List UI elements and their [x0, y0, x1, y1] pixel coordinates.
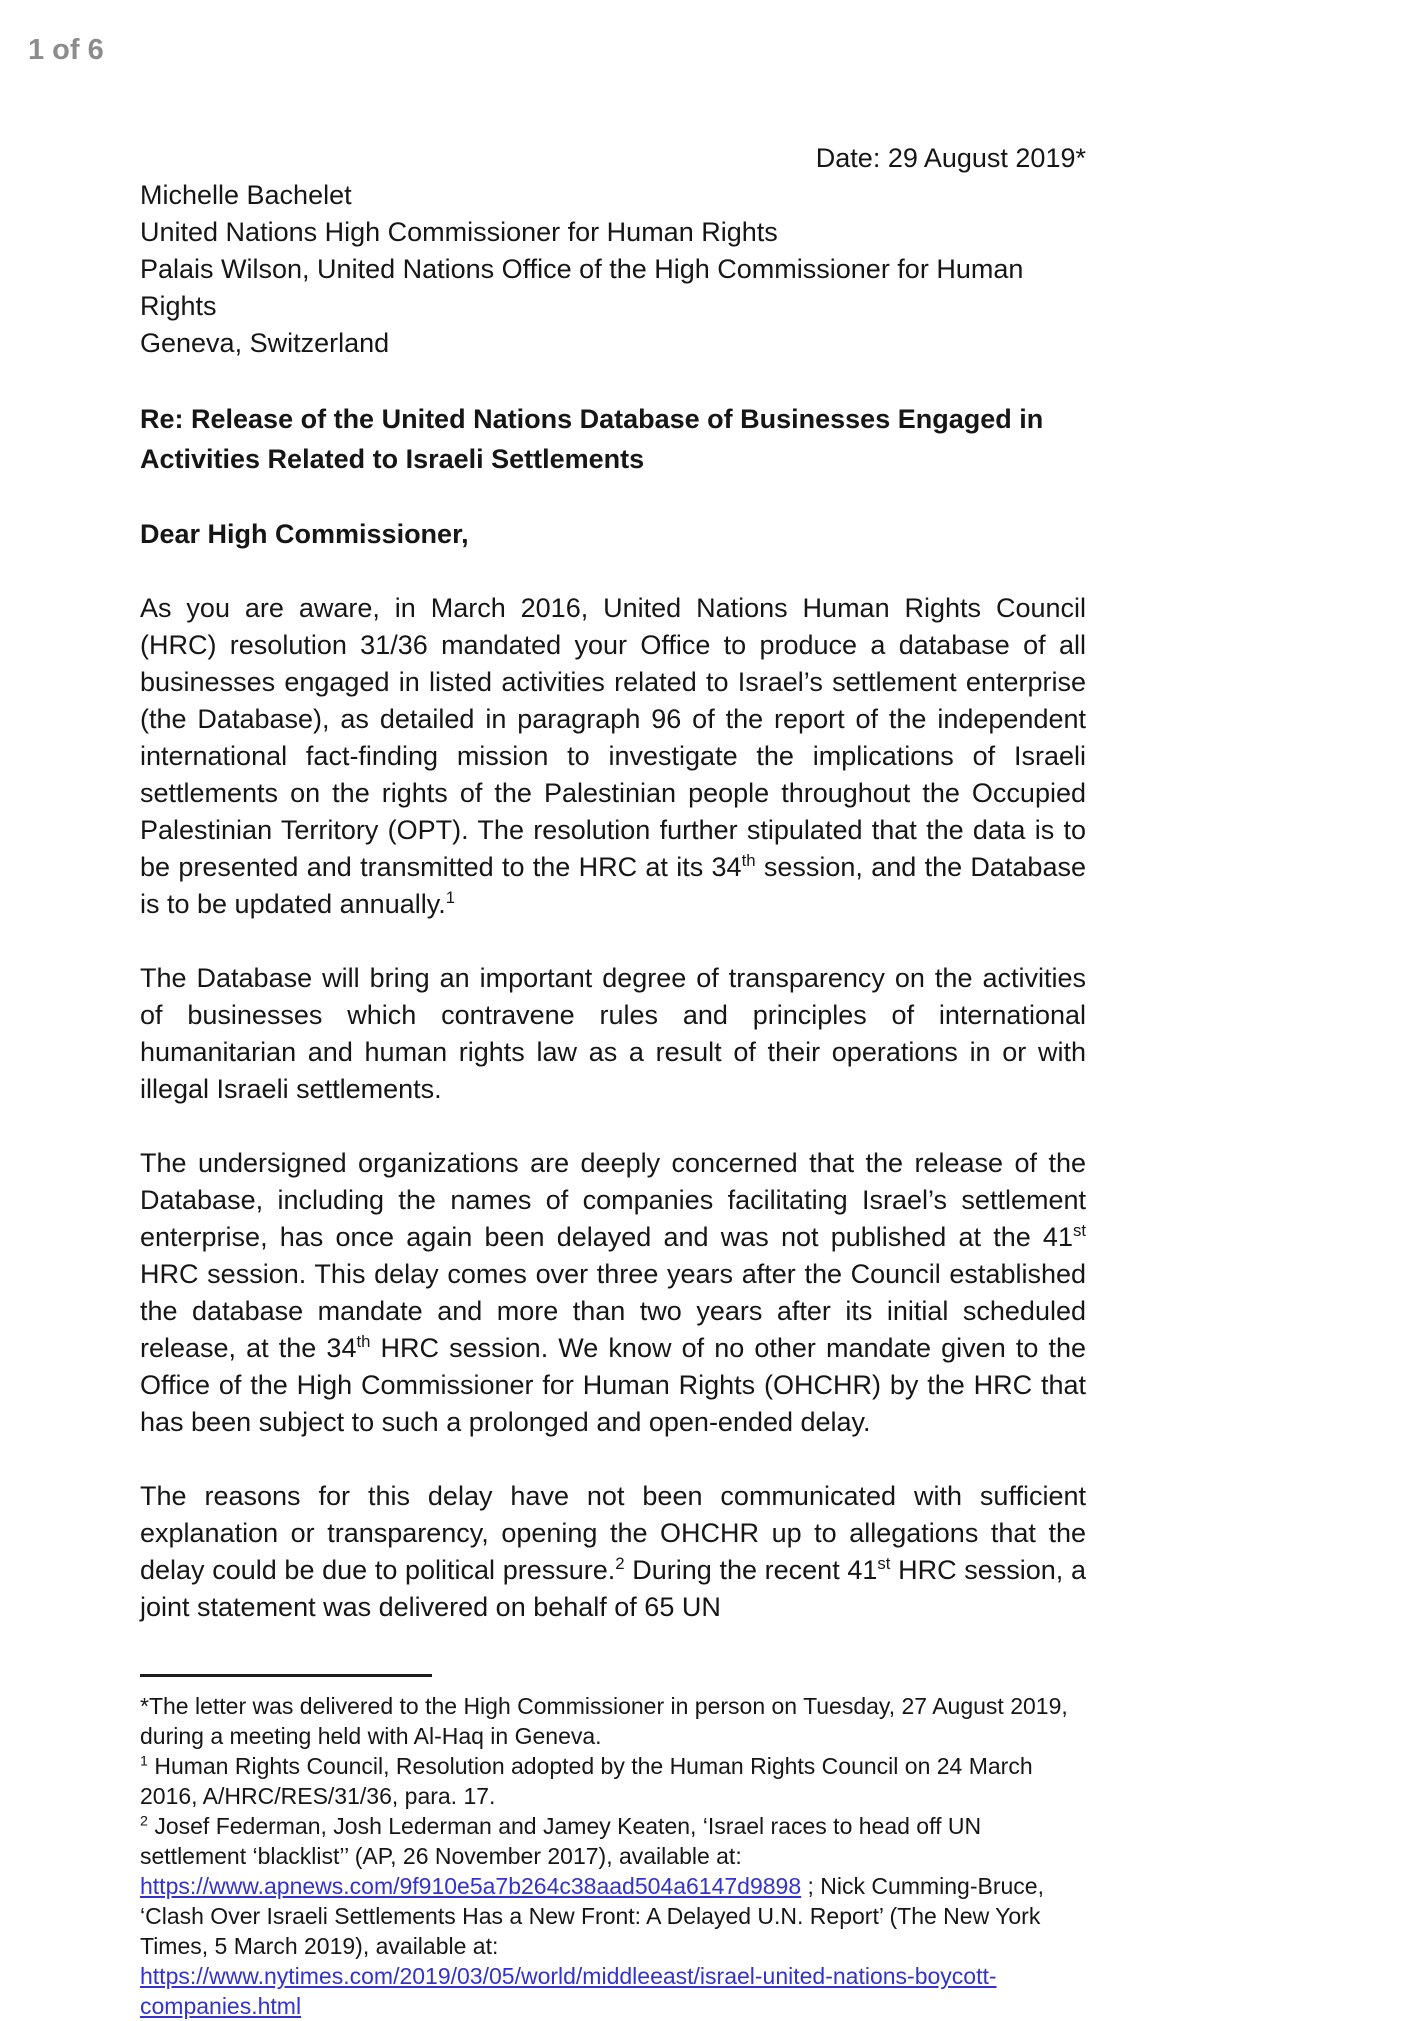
superscript-reference: 2 — [140, 1813, 148, 1830]
text-segment: The undersigned organizations are deeply concerned that the release of the Database, including the names of companies facilitating Israel’s settlement enterprise, has once again been delayed and was not published at the 41 — [140, 1148, 1086, 1252]
letter-content — [140, 140, 1086, 2021]
text-segment: *The letter was delivered to the High Commissioner in person on Tuesday, 27 August 2019, during a meeting held with Al-Haq in Geneva. — [140, 1693, 1068, 1749]
text-segment: The Database will bring an important degree of transparency on the activities of businesses which contravene rules and principles of international humanitarian and human rights law as a result of their operations in or with illegal Israeli settlements. — [140, 963, 1086, 1104]
footnote-1 — [140, 1751, 1086, 1811]
text-segment: Josef Federman, Josh Lederman and Jamey Keaten, ‘Israel races to head off UN settlement ‘blacklist’’ (AP, 26 November 2017), available at: — [140, 1813, 982, 1869]
text-segment: Human Rights Council, Resolution adopted by the Human Rights Council on 24 March 2016, A/HRC/RES/31/36, para. 17. — [140, 1753, 1033, 1809]
text-segment: HRC session, a joint statement was delivered on behalf of 65 UN — [140, 1555, 1086, 1622]
recipient-name: Michelle Bachelet — [140, 180, 352, 210]
footnote-2 — [140, 1811, 1086, 2021]
superscript-reference: 1 — [445, 888, 456, 907]
superscript-reference: 2 — [615, 1554, 625, 1573]
body-paragraph-1 — [140, 590, 1086, 923]
text-segment: During the recent 41 — [624, 1555, 878, 1585]
body-paragraph-3 — [140, 1145, 1086, 1441]
text-segment: HRC session. We know of no other mandate given to the Office of the High Commissioner for Human Rights (OHCHR) by the HRC that has been subject to such a prolonged and open-ended delay. — [140, 1333, 1086, 1437]
text-segment: session, and the Database is to be updated annually. — [140, 852, 1086, 919]
footnote-hyperlink[interactable]: https://www.apnews.com/9f910e5a7b264c38aad504a6147d9898 — [140, 1873, 802, 1899]
body-paragraph-4 — [140, 1478, 1086, 1626]
recipient-office: Palais Wilson, United Nations Office of the High Commissioner for Human Rights — [140, 254, 1024, 321]
recipient-city: Geneva, Switzerland — [140, 328, 390, 358]
footnotes-section — [140, 1691, 1086, 2021]
salutation: Dear High Commissioner, — [140, 519, 469, 549]
superscript-reference: th — [741, 851, 756, 870]
superscript-reference: 1 — [140, 1753, 148, 1770]
recipient-address — [140, 177, 1086, 362]
text-segment: HRC session. This delay comes over three years after the Council established the database mandate and more than two years after its initial scheduled release, at the 34 — [140, 1259, 1086, 1363]
superscript-reference: st — [877, 1554, 891, 1573]
superscript-reference: st — [1072, 1221, 1086, 1240]
superscript-reference: th — [356, 1332, 371, 1351]
footnote-asterisk — [140, 1691, 1086, 1751]
page-indicator: 1 of 6 — [28, 34, 104, 66]
text-segment: The reasons for this delay have not been communicated with sufficient explanation or transparency, opening the OHCHR up to allegations that the delay could be due to political pressure. — [140, 1481, 1086, 1585]
subject-line: Re: Release of the United Nations Database of Businesses Engaged in Activities Related to Israeli Settlements — [140, 404, 1044, 474]
footnote-hyperlink[interactable]: https://www.nytimes.com/2019/03/05/world/middleeast/israel-united-nations-boycott-companies.html — [140, 1963, 997, 2019]
text-segment: As you are aware, in March 2016, United Nations Human Rights Council (HRC) resolution 31/36 mandated your Office to produce a database of all businesses engaged in listed activities related to Israel’s settlement enterprise (the Database), as detailed in paragraph 96 of the report of the independent international fact-finding mission to investigate the implications of Israeli settlements on the rights of the Palestinian people throughout the Occupied Palestinian Territory (OPT). The resolution further stipulated that the data is to be presented and transmitted to the HRC at its 34 — [140, 593, 1086, 882]
date-line: Date: 29 August 2019* — [815, 143, 1086, 173]
footnote-separator — [140, 1674, 432, 1677]
text-segment: ; Nick Cumming-Bruce, ‘Clash Over Israeli Settlements Has a New Front: A Delayed U.N. Report’ (The New York Times, 5 March 2019), available at: — [140, 1873, 1044, 1959]
recipient-title: United Nations High Commissioner for Human Rights — [140, 217, 778, 247]
body-paragraph-2 — [140, 960, 1086, 1108]
